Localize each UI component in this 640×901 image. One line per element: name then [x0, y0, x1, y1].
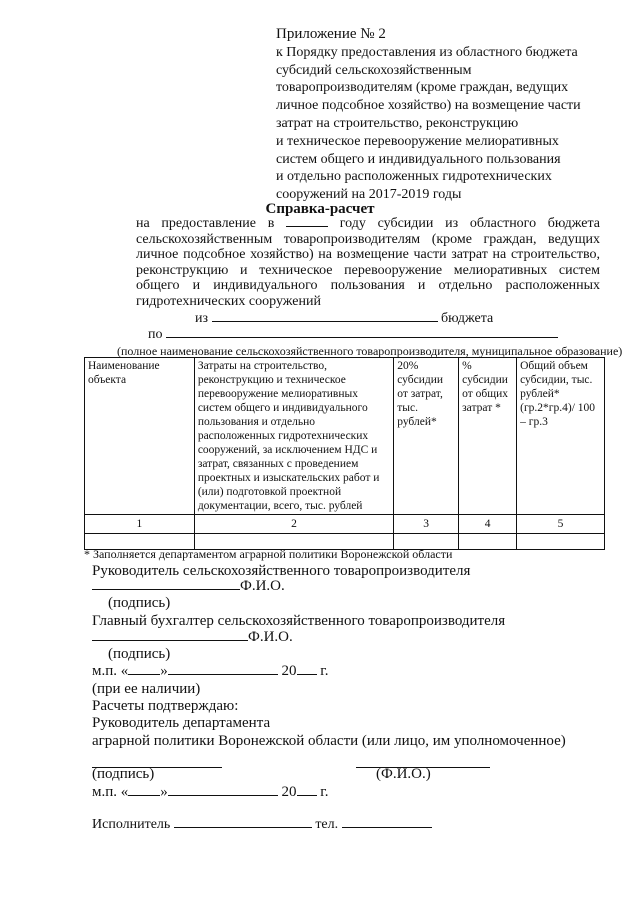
intro-line: общего и индивидуального пользования и отдельно расположенных: [136, 278, 600, 294]
calculation-table: [84, 357, 605, 550]
year-prefix: 20: [281, 663, 297, 679]
head-signature-label: (подпись): [108, 595, 171, 611]
dept-stamp-date-line: [92, 784, 329, 801]
mp-label: м.п. «: [92, 663, 129, 679]
stamp-date-line: [92, 663, 329, 680]
mp-label: м.п. «: [92, 784, 129, 800]
accountant-title: Главный бухгалтер сельскохозяйственного товаропроизводителя: [92, 613, 506, 629]
table-header-row: [85, 358, 605, 515]
dept-head-line-1: Руководитель департамента: [92, 715, 271, 731]
year-prefix: 20: [281, 784, 297, 800]
appendix-line: сооружений на 2017-2019 годы: [276, 187, 462, 203]
table-cell[interactable]: [459, 534, 517, 550]
year-suffix: г.: [320, 784, 329, 800]
intro-line: сельскохозяйственным товаропроизводителям (кроме граждан, ведущих: [136, 231, 600, 247]
budget-suffix: бюджета: [441, 311, 494, 326]
footnote: * Заполняется департаментом аграрной политики Воронежской области: [84, 547, 453, 561]
day-blank[interactable]: [128, 794, 160, 796]
appendix-line: затрат на строительство, реконструкцию: [276, 115, 519, 131]
header-total-subsidy: Общий объем субсидии, тыс. рублей* (гр.2*гр.4)/ 100 – гр.3: [517, 358, 605, 515]
intro-line: гидротехнических сооружений: [136, 293, 321, 309]
column-number: 3: [394, 515, 459, 534]
appendix-line: товаропроизводителям (кроме граждан, ведущих: [276, 80, 569, 96]
appendix-line: к Порядку предоставления из областного бюджета: [276, 44, 578, 60]
head-signature-blank[interactable]: [92, 588, 240, 590]
dept-signature-label: (подпись): [92, 766, 155, 782]
year-digits-blank[interactable]: [297, 794, 317, 796]
head-signature-line: [92, 578, 285, 595]
appendix-line: и отдельно расположенных гидротехнических: [276, 169, 552, 185]
confirmed-label: Расчеты подтверждаю:: [92, 698, 239, 714]
producer-caption: (полное наименование сельскохозяйственного товаропроизводителя, муниципальное образование): [117, 344, 623, 358]
executor-blank[interactable]: [174, 826, 312, 828]
day-blank[interactable]: [128, 673, 160, 675]
header-subsidy-20: 20% субсидии от затрат, тыс. рублей*: [394, 358, 459, 515]
budget-line: [195, 311, 493, 327]
document-title: Справка-расчет: [265, 201, 375, 217]
column-number: 2: [194, 515, 393, 534]
month-blank[interactable]: [168, 794, 278, 796]
column-number: 4: [459, 515, 517, 534]
accountant-signature-line: [92, 629, 293, 646]
appendix-title: Приложение № 2: [276, 26, 386, 42]
producer-name-blank[interactable]: [166, 336, 558, 338]
dept-fio-label: (Ф.И.О.): [376, 766, 431, 782]
year-blank[interactable]: [286, 225, 328, 227]
appendix-line: и техническое перевооружение мелиоративных: [276, 133, 559, 149]
executor-line: [92, 817, 432, 833]
head-title: Руководитель сельскохозяйственного товаропроизводителя: [92, 563, 471, 579]
producer-line: [148, 327, 558, 343]
intro-line: [136, 216, 600, 232]
intro-paragraph: [136, 216, 600, 310]
quote-close: »: [160, 784, 168, 800]
quote-close: »: [160, 663, 168, 679]
intro-text: на предоставление в: [136, 216, 275, 231]
executor-label: Исполнитель: [92, 817, 171, 832]
intro-line: реконструкцию и техническое перевооружение мелиоративных систем: [136, 262, 600, 278]
table-cell[interactable]: [517, 534, 605, 550]
intro-text: году субсидии из областного бюджета: [339, 216, 601, 231]
dept-head-line-2: аграрной политики Воронежской области (или лицо, им уполномоченное): [92, 733, 566, 749]
budget-prefix: из: [195, 311, 209, 326]
accountant-signature-blank[interactable]: [92, 639, 248, 641]
year-suffix: г.: [320, 663, 329, 679]
appendix-line: личное подсобное хозяйство) на возмещение части: [276, 98, 581, 114]
month-blank[interactable]: [168, 673, 278, 675]
appendix-line: систем общего и индивидуального пользования: [276, 151, 561, 167]
head-fio: Ф.И.О.: [240, 578, 285, 594]
column-number: 5: [517, 515, 605, 534]
header-costs: Затраты на строительство, реконструкцию и техническое перевооружение мелиоративных систем общего и индивидуального пользования и отдельно расположенных гидротехнических сооружений, за исключением НДС и затрат, связанных с проведением проектных и изыскательских работ и (или) подготовкой проектной документации, всего, тыс. рублей: [194, 358, 393, 515]
column-number-row: [85, 515, 605, 534]
year-digits-blank[interactable]: [297, 673, 317, 675]
accountant-fio: Ф.И.О.: [248, 629, 293, 645]
appendix-header: [276, 26, 581, 204]
column-number: 1: [85, 515, 195, 534]
intro-line: личное подсобное хозяйство) на возмещение части затрат на строительство,: [136, 247, 600, 263]
header-object-name: Наименование объекта: [85, 358, 195, 515]
producer-prefix: по: [148, 327, 163, 342]
budget-name-blank[interactable]: [212, 320, 438, 322]
appendix-line: субсидий сельскохозяйственным: [276, 62, 472, 78]
accountant-signature-label: (подпись): [108, 646, 171, 662]
phone-label: тел.: [315, 817, 339, 832]
if-any-note: (при ее наличии): [92, 681, 201, 697]
header-subsidy-percent: % субсидии от общих затрат *: [459, 358, 517, 515]
phone-blank[interactable]: [342, 826, 432, 828]
